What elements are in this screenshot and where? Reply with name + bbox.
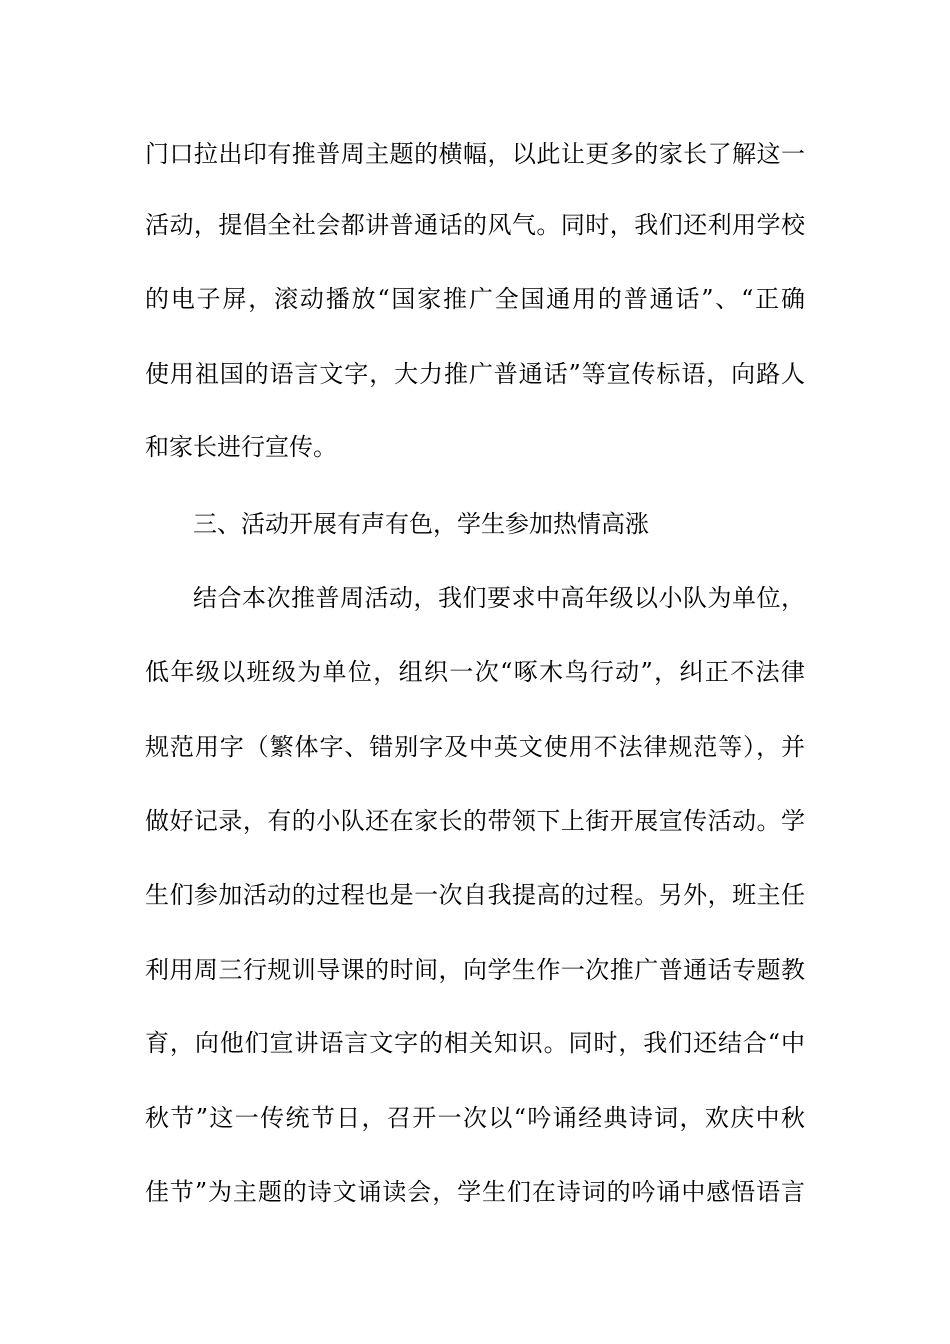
paragraph-line: 的电子屏，滚动播放“国家推广全国通用的普通话”、“正确 bbox=[145, 285, 805, 313]
paragraph-line: 育，向他们宣讲语言文字的相关知识。同时，我们还结合“中 bbox=[145, 1029, 805, 1057]
paragraph-line: 和家长进行宣传。 bbox=[145, 433, 337, 461]
paragraph-line: 利用周三行规训导课的时间，向学生作一次推广普通话专题教 bbox=[145, 956, 805, 984]
paragraph-line: 做好记录，有的小队还在家长的带领下上街开展宣传活动。学 bbox=[145, 807, 805, 835]
paragraph-line: 佳节”为主题的诗文诵读会，学生们在诗词的吟诵中感悟语言 bbox=[145, 1178, 805, 1206]
paragraph-line: 生们参加活动的过程也是一次自我提高的过程。另外，班主任 bbox=[145, 881, 805, 909]
paragraph-line: 活动，提倡全社会都讲普通话的风气。同时，我们还利用学校 bbox=[145, 211, 805, 239]
paragraph-line: 低年级以班级为单位，组织一次“啄木鸟行动”，纠正不法律 bbox=[145, 658, 805, 686]
paragraph-line: 使用祖国的语言文字，大力推广普通话”等宣传标语，向路人 bbox=[145, 360, 805, 388]
paragraph-line: 门口拉出印有推普周主题的横幅，以此让更多的家长了解这一 bbox=[145, 140, 805, 168]
paragraph-line: 秋节”这一传统节日，召开一次以“吟诵经典诗词，欢庆中秋 bbox=[145, 1104, 805, 1132]
paragraph-line: 结合本次推普周活动，我们要求中高年级以小队为单位， bbox=[193, 584, 805, 612]
paragraph-line: 规范用字（繁体字、错别字及中英文使用不法律规范等），并 bbox=[145, 733, 805, 761]
section-heading: 三、活动开展有声有色，学生参加热情高涨 bbox=[193, 510, 649, 538]
